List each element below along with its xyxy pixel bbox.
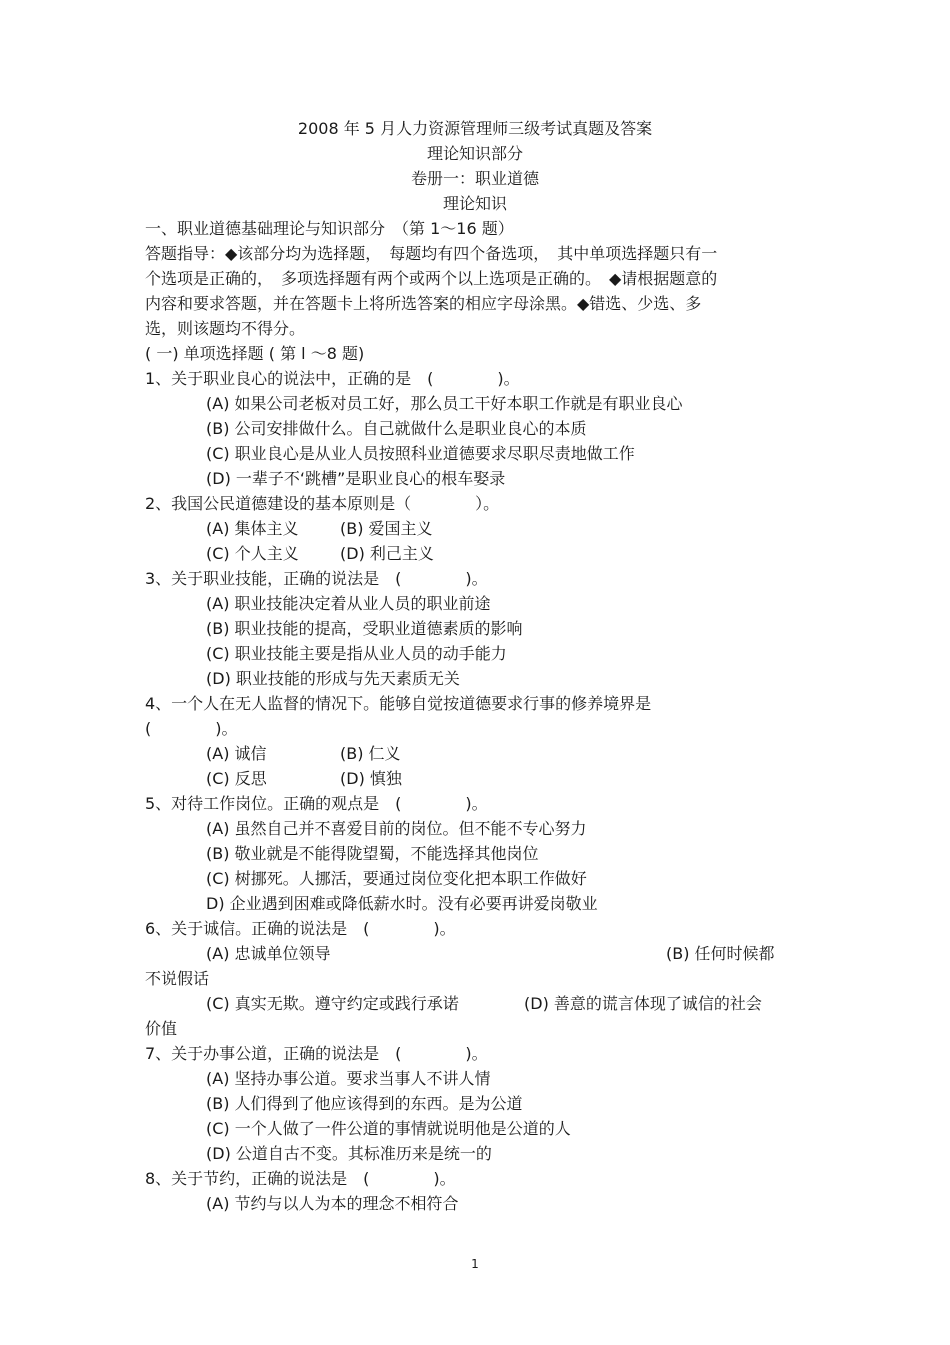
option-b-cont: 不说假话: [145, 969, 210, 988]
option-c: (C) 个人主义: [206, 544, 299, 563]
part-title: 理论知识: [442, 194, 507, 213]
option-d: D) 企业遇到困难或降低薪水时。没有必要再讲爱岗敬业: [206, 894, 598, 913]
document-title: 2008 年 5 月人力资源管理师三级考试真题及答案: [297, 119, 653, 138]
instruction-line: 个选项是正确的， 多项选择题有两个或两个以上选项是正确的。 ◆请根据题意的: [145, 269, 718, 288]
option-c: (C) 树挪死。人挪活，要通过岗位变化把本职工作做好: [206, 869, 587, 888]
option-d: (D) 一辈子不‘跳槽”是职业良心的根车娶录: [206, 469, 506, 488]
option-b: (B) 敬业就是不能得陇望蜀，不能选择其他岗位: [206, 844, 539, 863]
option-a: (A) 坚持办事公道。要求当事人不讲人情: [206, 1069, 491, 1088]
option-c: (C) 职业良心是从业人员按照科业道德要求尽职尽责地做工作: [206, 444, 635, 463]
option-c: (C) 一个人做了一件公道的事情就说明他是公道的人: [206, 1119, 571, 1138]
option-a: (A) 虽然自己并不喜爱目前的岗位。但不能不专心努力: [206, 819, 587, 838]
option-b: (B) 爱国主义: [340, 519, 433, 538]
option-d: (D) 善意的谎言体现了诚信的社会: [524, 994, 762, 1013]
question-stem: 7、关于办事公道，正确的说法是 ( )。: [145, 1044, 488, 1063]
option-d: (D) 职业技能的形成与先天素质无关: [206, 669, 460, 688]
instruction-line: 答题指导：◆该部分均为选择题， 每题均有四个备选项， 其中单项选择题只有一: [145, 244, 718, 263]
option-b: (B) 仁义: [340, 744, 401, 763]
question-stem: 5、对待工作岗位。正确的观点是 ( )。: [145, 794, 488, 813]
question-stem-cont: ( )。: [145, 719, 238, 738]
option-a: (A) 集体主义: [206, 519, 299, 538]
option-a: (A) 节约与以人为本的理念不相符合: [206, 1194, 459, 1213]
option-d-cont: 价值: [145, 1019, 178, 1038]
option-c: (C) 反思: [206, 769, 267, 788]
volume-title: 卷册一：职业道德: [410, 169, 539, 188]
option-d: (D) 公道自古不变。其标准历来是统一的: [206, 1144, 492, 1163]
option-b: (B) 职业技能的提高，受职业道德素质的影响: [206, 619, 523, 638]
page-number: 1: [471, 1257, 479, 1271]
option-a: (A) 职业技能决定着从业人员的职业前途: [206, 594, 491, 613]
option-a: (A) 如果公司老板对员工好，那么员工干好本职工作就是有职业良心: [206, 394, 683, 413]
instruction-line: 内容和要求答题，并在答题卡上将所选答案的相应字母涂黑。◆错选、少选、多: [145, 294, 702, 313]
question-stem: 3、关于职业技能，正确的说法是 ( )。: [145, 569, 488, 588]
question-stem: 1、关于职业良心的说法中，正确的是 ( )。: [145, 369, 520, 388]
question-stem: 2、我国公民道德建设的基本原则是（ ）。: [145, 494, 500, 513]
question-stem: 6、关于诚信。正确的说法是 ( )。: [145, 919, 456, 938]
option-d: (D) 慎独: [340, 769, 402, 788]
section-heading: 一、职业道德基础理论与知识部分 （第 1～16 题）: [145, 219, 514, 238]
question-stem: 8、关于节约，正确的说法是 ( )。: [145, 1169, 456, 1188]
option-b: (B) 公司安排做什么。自己就做什么是职业良心的本质: [206, 419, 587, 438]
subsection-heading: ( 一) 单项选择题 ( 第 l ～8 题): [145, 344, 365, 363]
instruction-line: 选，则该题均不得分。: [145, 319, 306, 338]
option-b: (B) 人们得到了他应该得到的东西。是为公道: [206, 1094, 523, 1113]
question-stem: 4、一个人在无人监督的情况下。能够自觉按道德要求行事的修养境界是: [145, 694, 652, 713]
document-subtitle: 理论知识部分: [426, 144, 523, 163]
option-c: (C) 真实无欺。遵守约定或践行承诺: [206, 994, 459, 1013]
option-c: (C) 职业技能主要是指从业人员的动手能力: [206, 644, 507, 663]
option-d: (D) 利己主义: [340, 544, 434, 563]
option-a: (A) 忠诚单位领导: [206, 944, 331, 963]
option-b: (B) 任何时候都: [666, 944, 775, 963]
option-a: (A) 诚信: [206, 744, 267, 763]
